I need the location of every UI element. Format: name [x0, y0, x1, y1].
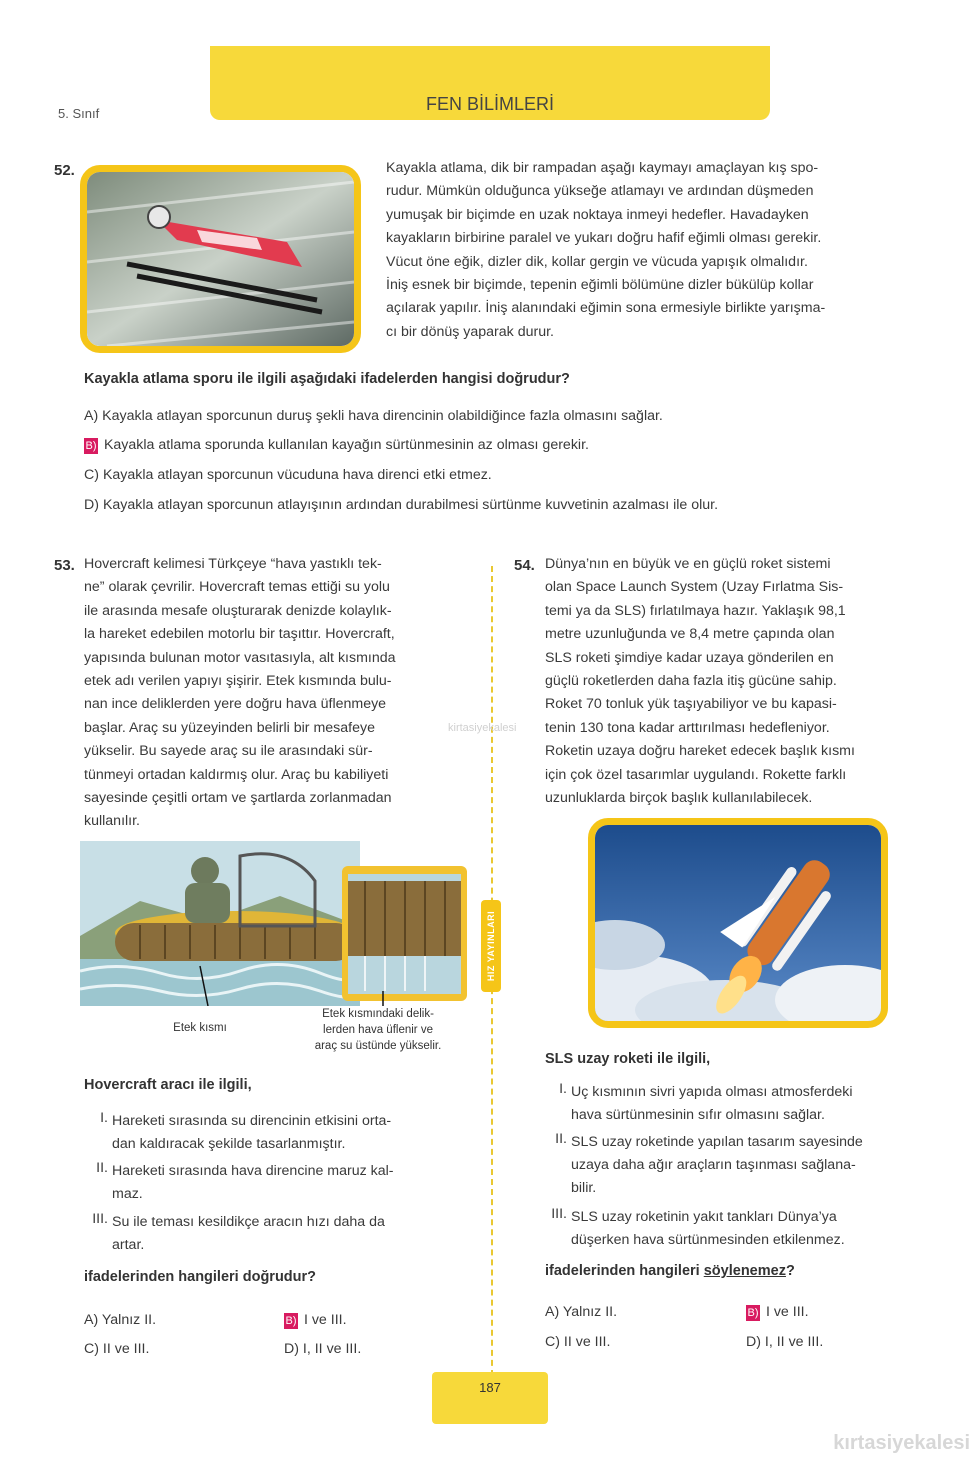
question-52-passage: [386, 157, 928, 344]
passage-line: olan Space Launch System (Uzay Fırlatma Sis-: [545, 579, 844, 596]
option-text: Kayakla atlayan sporcunun vücuduna hava direnci etki etmez.: [102, 467, 492, 483]
option-53-c[interactable]: C) II ve III.: [84, 1341, 150, 1357]
passage-line: kayakların birbirine paralel ve yukarı doğru hafif eğimli olması gerekir.: [386, 230, 822, 247]
question-54-stem: SLS uzay roketi ile ilgili,: [545, 1051, 711, 1067]
question-52-number: 52.: [54, 162, 75, 179]
ski-jumper-illustration: [87, 172, 354, 346]
space-shuttle-illustration: [595, 825, 881, 1021]
statement-54-1: I. Uç kısmının sivri yapıda olması atmosferdeki hava sürtünmesinin sıfır olmasını sağlar.: [559, 1081, 853, 1123]
watermark: kırtasiyekalesi: [833, 1432, 970, 1454]
passage-line: başlar. Araç su yüzeyinden belirli bir mesafeye: [84, 719, 375, 736]
question-54-prompt: ifadelerinden hangileri söylenemez?: [545, 1263, 795, 1279]
caption-skirt-holes: Etek kısmındaki delik- lerden hava üflenir ve araç su üstünde yükselir.: [314, 1008, 442, 1052]
passage-line: İniş esnek bir biçimde, tepenin eğimli bölümüne dizler bükülüp kollar: [386, 277, 814, 294]
passage-line: cı bir dönüş yaparak durur.: [386, 323, 554, 340]
passage-line: Roketin uzaya doğru hareket edecek başlık kısmı: [545, 743, 855, 760]
passage-line: yapısında bulunan motor vasıtasıyla, alt kısmında: [84, 649, 396, 666]
subject-title: FEN BİLİMLERİ: [425, 94, 555, 114]
statement-54-2: II. SLS uzay roketinde yapılan tasarım sayesinde uzaya daha ağır araçların taşınması sağlana- bilir.: [555, 1131, 863, 1196]
passage-line: açılarak yapılır. İniş alanındaki eğimin sona ermesiyle birlikte yarışma-: [386, 300, 826, 317]
option-letter: D): [84, 497, 99, 513]
passage-line: tünmeyi ortadan kaldırmış olur. Araç bu kabiliyeti: [84, 766, 389, 783]
passage-line: ile arasında mesafe oluşturarak denizde kolaylık-: [84, 602, 392, 619]
passage-line: rudur. Mümkün olduğunca yükseğe atlamayı ve ardından düşmeden: [386, 183, 814, 200]
option-53-b[interactable]: B) I ve III.: [285, 1312, 347, 1328]
publisher-logo: HIZ YAYINLARI: [481, 900, 501, 992]
passage-line: kullanılır.: [84, 813, 140, 830]
option-54-d[interactable]: D) I, II ve III.: [746, 1334, 824, 1350]
passage-line: yumuşak bir biçimde en uzak noktaya inmeyi hedefler. Havadayken: [386, 206, 809, 223]
question-54-number: 54.: [514, 557, 535, 574]
option-text: Kayakla atlayan sporcunun duruş şekli hava direncinin olabildiğince fazla olmasını sağlar.: [102, 408, 663, 424]
option-53-d[interactable]: D) I, II ve III.: [284, 1341, 362, 1357]
grade-label: 5. Sınıf: [58, 106, 100, 121]
passage-line: Vücut öne eğik, dizler dik, kollar gergin ve vücuda yapışık olmalıdır.: [386, 253, 808, 270]
option-54-b[interactable]: B) I ve III.: [747, 1304, 809, 1320]
passage-line: etek adı verilen yapıyı şişirir. Etek kısmında bulu-: [84, 673, 392, 690]
passage-line: SLS roketi şimdiye kadar uzaya gönderilen en: [545, 649, 834, 666]
mid-watermark: kirtasiyekalesi: [448, 722, 517, 734]
rocket-photo: [588, 818, 888, 1028]
option-52-d[interactable]: [84, 495, 934, 515]
question-53-passage: [84, 553, 466, 834]
passage-line: yükselir. Bu sayede araç su ile arasındaki sür-: [84, 743, 373, 760]
passage-line: temi ya da SLS) fırlatılmaya hazır. Yaklaşık 98,1: [545, 602, 846, 619]
statement-54-3: III. SLS uzay roketinin yakıt tankları Dünya’ya düşerken hava sürtünmesinden etkilenmez.: [551, 1206, 845, 1248]
correct-answer-mark: B): [285, 1315, 297, 1327]
option-54-a[interactable]: A) Yalnız II.: [545, 1304, 618, 1320]
passage-line: Hovercraft kelimesi Türkçeye “hava yastıklı tek-: [84, 556, 382, 572]
option-text: Kayakla atlama sporunda kullanılan kayağın sürtünmesinin az olması gerekir.: [103, 437, 589, 453]
passage-line: ne” olarak çevrilir. Hovercraft temas ettiği su yolu: [84, 579, 390, 596]
page-number: 187: [479, 1380, 501, 1395]
caption-skirt: Etek kısmı: [173, 1022, 227, 1034]
passage-line: için çok özel tasarımlar uygulandı. Rokette farklı: [545, 766, 847, 783]
passage-line: la hareket edebilen motorlu bir taşıttır. Hovercraft,: [84, 626, 395, 643]
question-53-number: 53.: [54, 557, 75, 574]
passage-line: nan ince deliklerden yere doğru hava üflenmeye: [84, 696, 387, 713]
correct-answer-mark: B): [747, 1307, 759, 1319]
passage-line: Dünya’nın en büyük ve en güçlü roket sistemi: [545, 556, 831, 572]
passage-line: Kayakla atlama, dik bir rampadan aşağı kaymayı amaçlayan kış spo-: [386, 160, 819, 176]
question-53-stem: Hovercraft aracı ile ilgili,: [84, 1077, 252, 1093]
statement-53-1: I. Hareketi sırasında su direncinin etkisini orta- dan kaldıracak şekilde tasarlanmıştır.: [100, 1110, 392, 1152]
passage-line: güçlü roketlerden daha fazla itiş gücüne sahip.: [545, 673, 837, 690]
option-letter: C): [84, 467, 99, 483]
passage-line: Roket 70 tonluk yük taşıyabiliyor ve bu kapasi-: [545, 696, 837, 713]
question-52-stem: Kayakla atlama sporu ile ilgili aşağıdaki ifadelerden hangisi doğrudur?: [84, 371, 570, 387]
option-52-b[interactable]: [84, 435, 934, 455]
option-52-c[interactable]: [84, 465, 934, 485]
statement-53-3: III. Su ile teması kesildikçe aracın hızı daha da artar.: [92, 1211, 385, 1253]
correct-answer-mark: B): [85, 440, 97, 452]
passage-line: sayesinde çeşitli ortam ve şartlarda zorlanmadan: [84, 790, 392, 807]
passage-line: uzunluklarda birçok başlık kullanılabilecek.: [545, 790, 813, 807]
passage-line: tenin 130 tona kadar arttırılması hedefleniyor.: [545, 719, 830, 736]
hovercraft-illustration: [80, 841, 470, 1006]
statement-53-2: II. Hareketi sırasında hava direncine maruz kal- maz.: [96, 1160, 394, 1202]
ski-jump-photo: [80, 165, 361, 353]
option-53-a[interactable]: A) Yalnız II.: [84, 1312, 157, 1328]
passage-line: metre uzunluğunda ve 8,4 metre çapında olan: [545, 626, 835, 643]
question-53-prompt: ifadelerinden hangileri doğrudur?: [84, 1269, 317, 1285]
option-text: Kayakla atlayan sporcunun atlayışının ardından durabilmesi sürtünme kuvvetinin azalması ile olur.: [102, 497, 719, 513]
option-letter: A): [84, 408, 99, 424]
option-52-a[interactable]: [84, 406, 934, 426]
question-54-passage: [545, 553, 928, 810]
option-54-c[interactable]: C) II ve III.: [545, 1334, 611, 1350]
